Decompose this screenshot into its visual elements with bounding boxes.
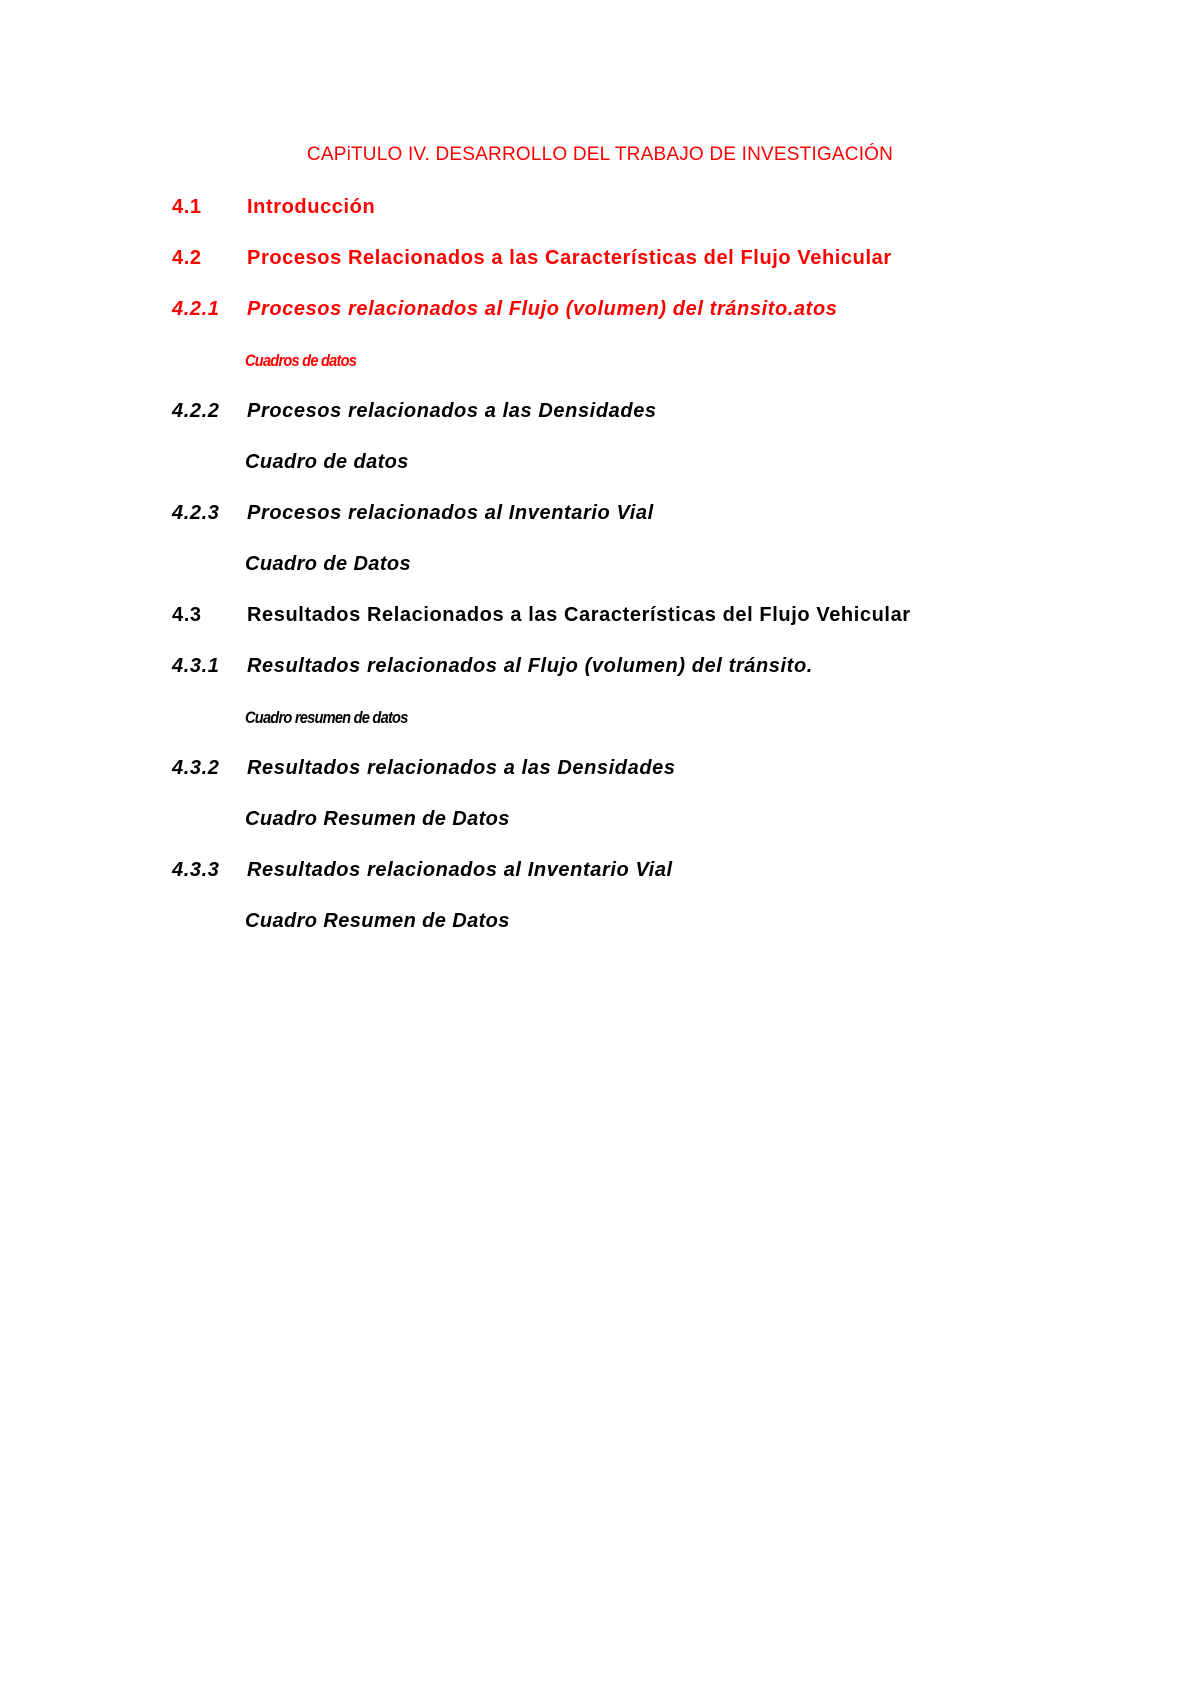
section-title: Procesos relacionados a las Densidades: [247, 400, 657, 422]
section-number: 4.1: [172, 196, 202, 218]
section-title: Introducción: [247, 196, 376, 218]
subitem-title: Cuadro Resumen de Datos: [245, 910, 510, 932]
section-number: 4.2.2: [172, 400, 220, 422]
chapter-title: CAPiTULO IV. DESARROLLO DEL TRABAJO DE INVESTIGACIÓN: [306, 144, 894, 165]
section-number: 4.2.1: [172, 298, 220, 320]
subitem-title: Cuadro Resumen de Datos: [245, 808, 510, 830]
section-title: Resultados relacionados al Flujo (volumen) del tránsito.: [247, 655, 813, 677]
subitem-title: Cuadro resumen de datos: [245, 708, 408, 727]
section-number: 4.3.3: [172, 859, 220, 881]
section-title: Resultados Relacionados a las Características del Flujo Vehicular: [247, 604, 911, 626]
section-number: 4.3.1: [172, 655, 220, 677]
subitem-title: Cuadro de Datos: [245, 553, 412, 575]
section-title: Resultados relacionados a las Densidades: [247, 757, 676, 779]
section-title: Procesos relacionados al Flujo (volumen) del tránsito.atos: [247, 298, 838, 320]
subitem-title: Cuadros de datos: [245, 351, 357, 370]
section-number: 4.2.3: [172, 502, 220, 524]
section-number: 4.3.2: [172, 757, 220, 779]
section-number: 4.2: [172, 247, 202, 269]
subitem-title: Cuadro de datos: [245, 451, 409, 473]
section-number: 4.3: [172, 604, 202, 626]
section-title: Resultados relacionados al Inventario Vial: [247, 859, 673, 881]
section-title: Procesos relacionados al Inventario Vial: [247, 502, 654, 524]
section-title: Procesos Relacionados a las Características del Flujo Vehicular: [247, 247, 892, 269]
